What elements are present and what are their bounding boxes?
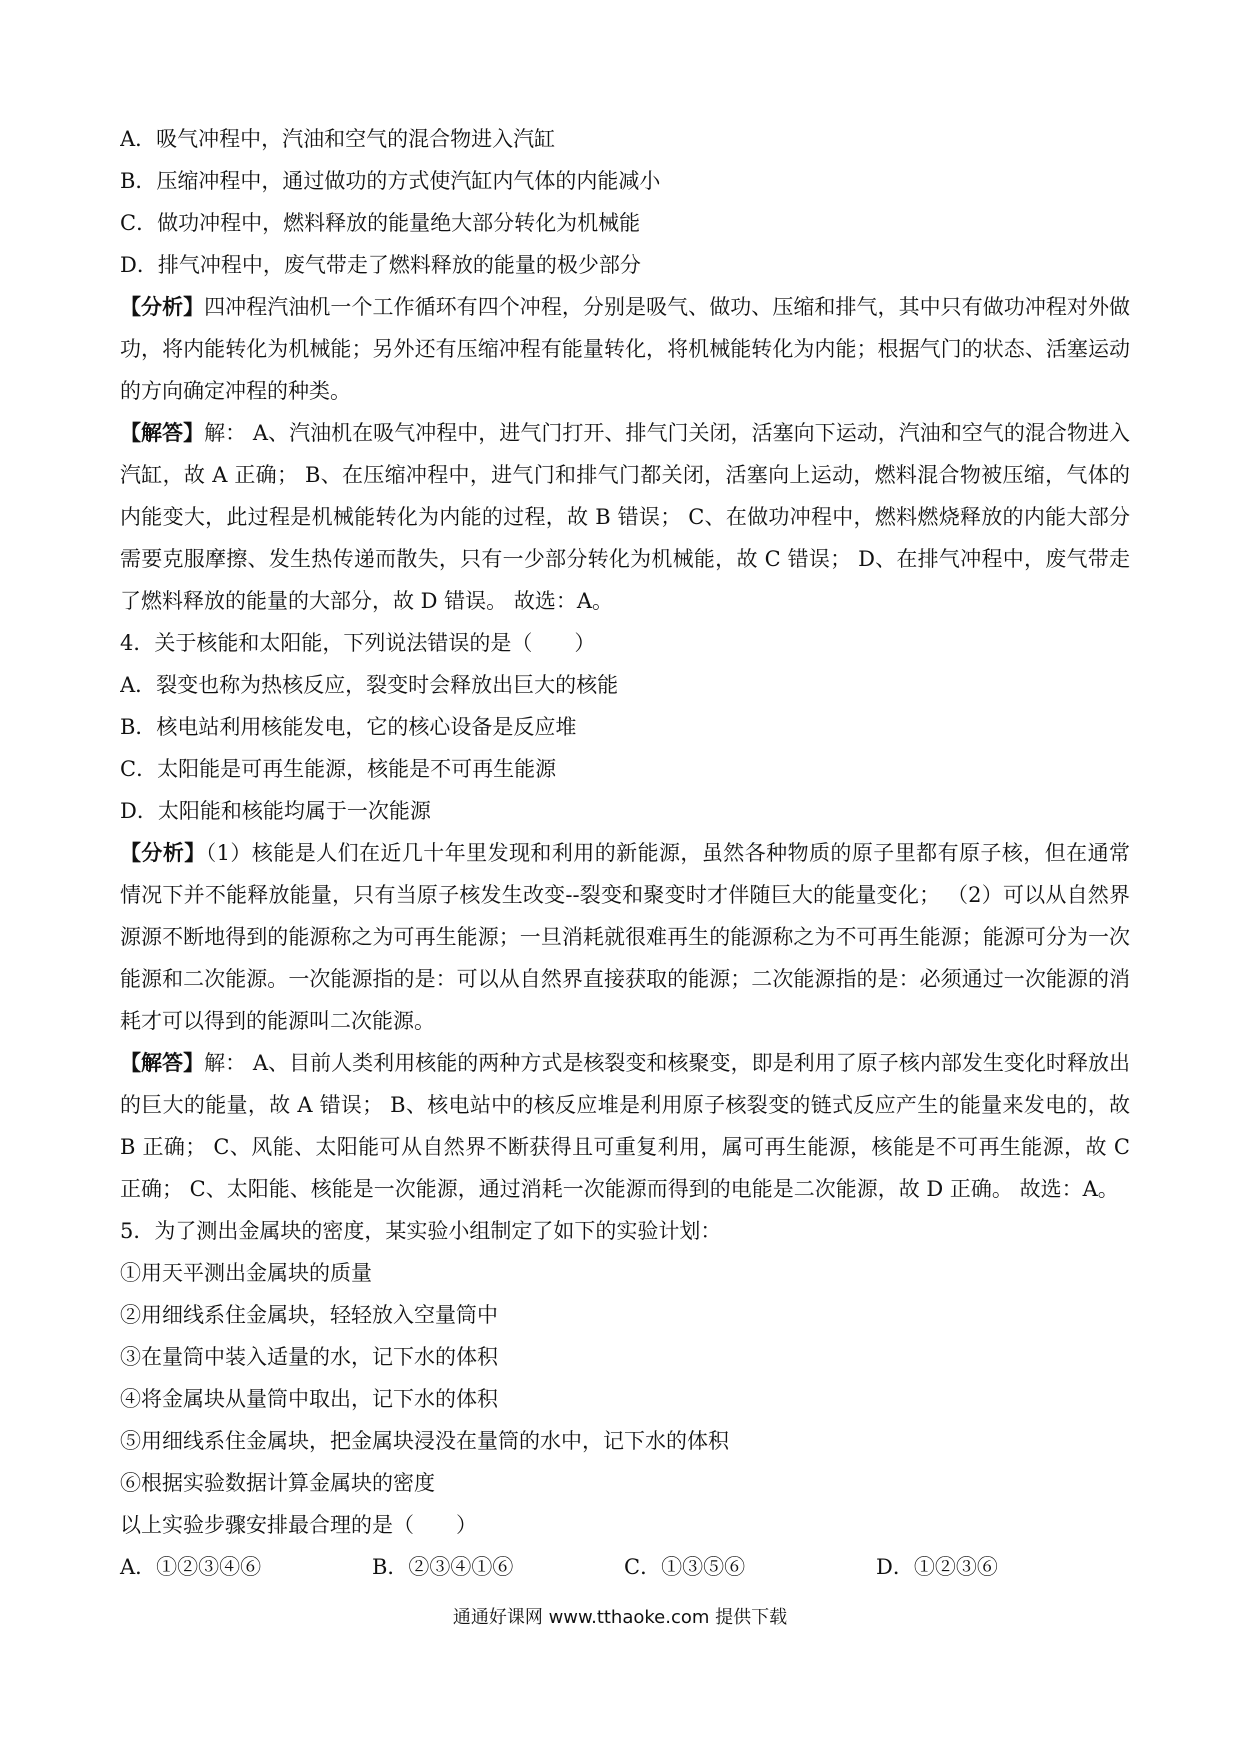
q4-answer	[120, 1042, 1130, 1210]
q3-analysis-text: 四冲程汽油机一个工作循环有四个冲程，分别是吸气、做功、压缩和排气，其中只有做功冲程对外做功，将内能转化为机械能；另外还有压缩冲程有能量转化，将机械能转化为内能；根据气门的状态、活塞运动的方向确定冲程的种类。	[120, 295, 1130, 403]
page-footer: 通通好课网 www.tthaoke.com 提供下载	[452, 1607, 788, 1628]
q5-step-4: ④将金属块从量筒中取出，记下水的体积	[120, 1387, 498, 1411]
q3-option-a: A．吸气冲程中，汽油和空气的混合物进入汽缸	[120, 127, 556, 151]
q3-answer-text: 解： A、汽油机在吸气冲程中，进气门打开、排气门关闭，活塞向下运动，汽油和空气的混合物进入汽缸，故 A 正确； B、在压缩冲程中，进气门和排气门都关闭，活塞向上运动，燃料混合物被压缩，气体的内能变大，此过程是机械能转化为内能的过程，故 B 错误； C、在做功冲程中，燃料燃烧释放的内能大部分需要克服摩擦、发生热传递而散失，只有一少部分转化为机械能，故 C 错误； D、在排气冲程中，废气带走了燃料释放的能量的大部分，故 D 错误。 故选：A。	[120, 421, 1131, 613]
q5-step-1: ①用天平测出金属块的质量	[120, 1261, 372, 1285]
q5-option-c: C．①③⑤⑥	[624, 1555, 746, 1579]
q4-analysis-label: 【分析】	[120, 840, 206, 865]
q4-option-a: A．裂变也称为热核反应，裂变时会释放出巨大的核能	[120, 673, 619, 697]
q5-step-5: ⑤用细线系住金属块，把金属块浸没在量筒的水中，记下水的体积	[120, 1429, 729, 1453]
q4-option-d: D．太阳能和核能均属于一次能源	[120, 799, 431, 823]
q5-step-3: ③在量筒中装入适量的水，记下水的体积	[120, 1345, 498, 1369]
q5-question: 以上实验步骤安排最合理的是（ ）	[120, 1513, 477, 1537]
q3-option-b: B．压缩冲程中，通过做功的方式使汽缸内气体的内能减小	[120, 169, 661, 193]
q3-analysis	[120, 286, 1130, 412]
q5-option-b: B．②③④①⑥	[372, 1555, 514, 1579]
q5-step-2: ②用细线系住金属块，轻轻放入空量筒中	[120, 1303, 498, 1327]
q5-option-d: D．①②③⑥	[876, 1555, 998, 1579]
q5-options	[120, 1546, 1130, 1588]
q5-option-a: A．①②③④⑥	[120, 1555, 262, 1579]
q4-analysis-text: （1）核能是人们在近几十年里发现和利用的新能源，虽然各种物质的原子里都有原子核，但在通常情况下并不能释放能量，只有当原子核发生改变--裂变和聚变时才伴随巨大的能量变化； （2）可以从自然界源源不断地得到的能源称之为可再生能源；一旦消耗就很难再生的能源称之为不可再生能源；能源可分为一次能源和二次能源。一次能源指的是：可以从自然界直接获取的能源；二次能源指的是：必须通过一次能源的消耗才可以得到的能源叫二次能源。	[120, 841, 1131, 1033]
q4-analysis	[120, 832, 1130, 1042]
q4-stem: 4．关于核能和太阳能，下列说法错误的是（ ）	[120, 631, 596, 655]
q5-step-6: ⑥根据实验数据计算金属块的密度	[120, 1471, 435, 1495]
q3-option-d: D．排气冲程中，废气带走了燃料释放的能量的极少部分	[120, 253, 641, 277]
q3-answer-label: 【解答】	[120, 420, 205, 445]
q4-answer-label: 【解答】	[120, 1050, 205, 1075]
q4-option-b: B．核电站利用核能发电，它的核心设备是反应堆	[120, 715, 577, 739]
q5-stem: 5．为了测出金属块的密度，某实验小组制定了如下的实验计划：	[120, 1219, 722, 1243]
document-body	[120, 118, 1130, 1588]
q3-analysis-label: 【分析】	[120, 294, 205, 319]
q4-answer-text: 解： A、目前人类利用核能的两种方式是核裂变和核聚变，即是利用了原子核内部发生变化时释放出的巨大的能量，故 A 错误； B、核电站中的核反应堆是利用原子核裂变的链式反应产生的能量来发电的，故 B 正确； C、风能、太阳能可从自然界不断获得且可重复利用，属可再生能源，核能是不可再生能源，故 C 正确； C、太阳能、核能是一次能源，通过消耗一次能源而得到的电能是二次能源，故 D 正确。 故选：A。	[120, 1051, 1131, 1201]
q4-option-c: C．太阳能是可再生能源，核能是不可再生能源	[120, 757, 557, 781]
q3-answer	[120, 412, 1130, 622]
q3-option-c: C．做功冲程中，燃料释放的能量绝大部分转化为机械能	[120, 211, 641, 235]
